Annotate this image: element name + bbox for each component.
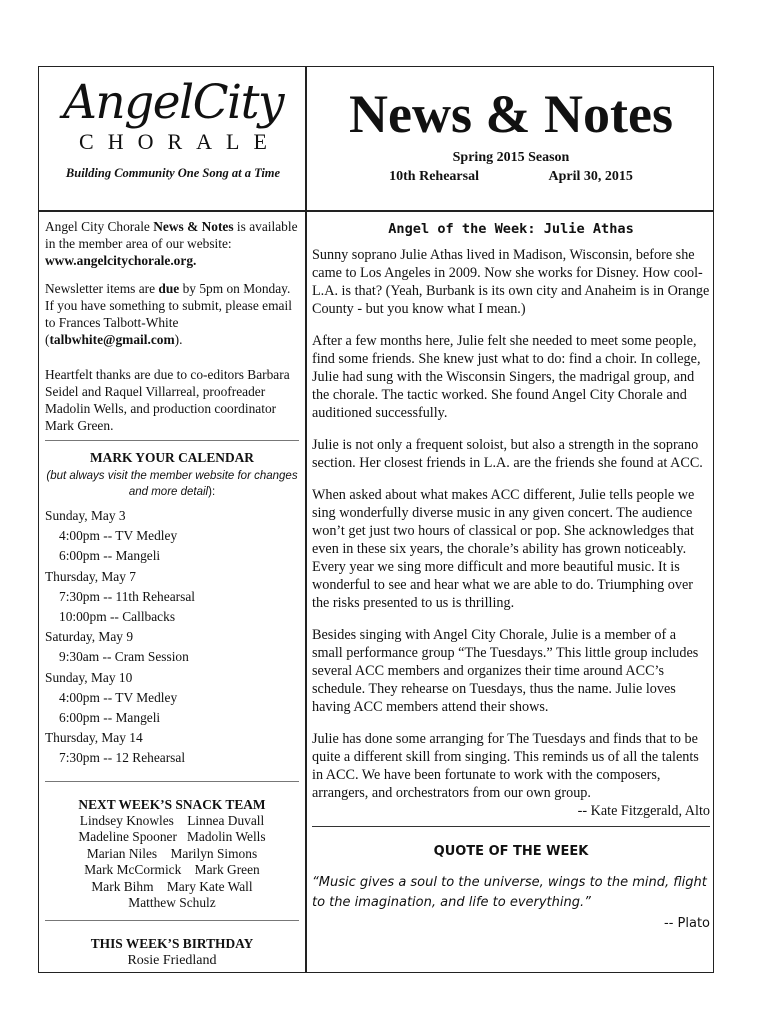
birthday-heading: THIS WEEK’S BIRTHDAY xyxy=(90,935,254,951)
rehearsal-label: 10th Rehearsal xyxy=(389,169,479,184)
quote-author: -- Plato xyxy=(664,916,710,931)
calendar-heading: MARK YOUR CALENDAR xyxy=(90,450,254,465)
thanks-paragraph: Heartfelt thanks are due to co-editors Barbara Seidel and Raquel Villarreal, proofreader Madolin Wells, and production coordinator Mark Green. xyxy=(45,367,290,433)
newsletter-text-2: by 5pm on Monday. If you have something to submit, please email to Frances Talbott-White ( xyxy=(45,281,292,347)
divider xyxy=(45,920,299,921)
snack-team-list xyxy=(45,813,299,912)
snack-team-line: Mark Bihm Mary Kate Wall xyxy=(91,878,253,894)
quote-heading: QUOTE OF THE WEEK xyxy=(433,844,589,859)
article-paragraph: After a few months here, Julie felt she needed to meet some people, find some friends. She knew just what to do: find a choir. In college, Julie had sung with the Wisconsin Singers, the madrigal group, and the chorale. The tactic worked. She found Angel City Chorale and auditioned successfully. xyxy=(312,333,701,421)
website-link[interactable]: www.angelcitychorale.org. xyxy=(45,253,197,268)
calendar-event: 7:30pm -- 11th Rehearsal xyxy=(59,588,195,604)
issue-info xyxy=(312,169,710,185)
logo-script: AngelCity xyxy=(62,75,284,130)
article-paragraph: When asked about what makes ACC different, Julie tells people we sing wonderfully diverse music in any given concert. The audience won’t get just two hours of classical or pop. She acknowledges that even in these six years, the chorale’s ability has grown noticeably. Every year we sing more difficult and more beautiful music. It is wonderful to see and hear what we are able to do. Triumphing over the risks presented to us is thrilling. xyxy=(312,487,695,611)
article-body xyxy=(312,246,710,802)
newsletter-text: Newsletter items are xyxy=(45,281,159,296)
right-column xyxy=(312,218,710,933)
intro-paragraph xyxy=(45,218,299,269)
newsletter-paragraph xyxy=(45,280,299,348)
quote-text: “Music gives a soul to the universe, wings to the mind, flight to the imagination, and life to everything.” xyxy=(312,875,707,910)
divider xyxy=(45,781,299,782)
calendar-event: 7:30pm -- 12 Rehearsal xyxy=(59,750,186,766)
calendar-event: 6:00pm -- Mangeli xyxy=(59,548,161,564)
intro-text: Angel City Chorale xyxy=(45,219,154,234)
header-divider xyxy=(38,210,714,212)
season-label: Spring 2015 Season xyxy=(452,150,570,165)
newsletter-title: News & Notes xyxy=(349,84,673,144)
calendar-day: Thursday, May 14 xyxy=(45,730,143,746)
intro-bold: News & Notes xyxy=(153,219,234,234)
birthday-name: Rosie Friedland xyxy=(127,952,217,968)
calendar-list xyxy=(45,506,299,769)
article-paragraph: Julie is not only a frequent soloist, but also a strength in the soprano section. Her closest friends in L.A. are the friends she found at ACC. xyxy=(312,437,703,471)
calendar-event: 4:00pm -- TV Medley xyxy=(59,528,178,544)
logo-tagline: Building Community One Song at a Time xyxy=(65,166,281,180)
newsletter-due: due xyxy=(158,281,180,296)
calendar-note xyxy=(45,468,299,500)
masthead xyxy=(312,74,710,204)
article-paragraph: Besides singing with Angel City Chorale, Julie is a member of a small performance group “The Tuesdays.” This little group includes several ACC members and organizes their time around ACC’s schedule. They rehearse on Tuesdays, thus the name. Julie loves having ACC members attend their shows. xyxy=(312,627,699,715)
article-heading: Angel of the Week: Julie Athas xyxy=(388,221,634,237)
snack-team-line: Matthew Schulz xyxy=(128,895,216,911)
divider xyxy=(312,826,710,827)
snack-team-line: Marian Niles Marilyn Simons xyxy=(86,845,258,861)
left-column xyxy=(45,218,299,969)
email-link[interactable]: talbwhite@gmail.com xyxy=(49,332,175,347)
issue-date: April 30, 2015 xyxy=(548,169,633,184)
snack-team-line: Madeline Spooner Madolin Wells xyxy=(78,829,266,845)
calendar-event: 6:00pm -- Mangeli xyxy=(59,710,161,726)
article-paragraph: Julie has done some arranging for The Tuesdays and finds that to be quite a different skill from singing. This reminds us of all the talents in ACC. We have been fortunate to work with the composers, arrangers, and orchestrators from our own group. xyxy=(312,731,699,801)
article-signature: -- Kate Fitzgerald, Alto xyxy=(577,803,710,819)
calendar-day: Sunday, May 10 xyxy=(45,669,133,685)
logo-subtitle: CHORALE xyxy=(79,129,281,154)
calendar-event: 4:00pm -- TV Medley xyxy=(59,689,178,705)
article-paragraph: Sunny soprano Julie Athas lived in Madison, Wisconsin, before she came to Los Angeles in 2009. Now she works for Disney. How cool-L.A. is that? (Yeah, Burbank is its own city and Anaheim is in Orange County - but you know what I mean.) xyxy=(312,247,710,317)
calendar-note-end: ): xyxy=(208,486,216,498)
calendar-note-text: (but always visit the member website for changes and more detail xyxy=(46,470,298,498)
snack-heading: NEXT WEEK’S SNACK TEAM xyxy=(78,796,266,812)
calendar-day: Sunday, May 3 xyxy=(45,508,126,523)
divider xyxy=(45,440,299,441)
calendar-event: 10:00pm -- Callbacks xyxy=(59,609,176,625)
calendar-day: Thursday, May 7 xyxy=(45,568,136,584)
intro-text-2: is available in the member area of our website: xyxy=(45,219,298,251)
column-divider xyxy=(305,66,307,973)
calendar-event: 9:30am -- Cram Session xyxy=(59,649,189,665)
snack-team-line: Lindsey Knowles Linnea Duvall xyxy=(79,812,265,828)
newsletter-text-3: ). xyxy=(174,332,183,347)
chorale-logo xyxy=(44,74,302,204)
snack-team-line: Mark McCormick Mark Green xyxy=(84,862,260,878)
calendar-day: Saturday, May 9 xyxy=(45,629,134,645)
